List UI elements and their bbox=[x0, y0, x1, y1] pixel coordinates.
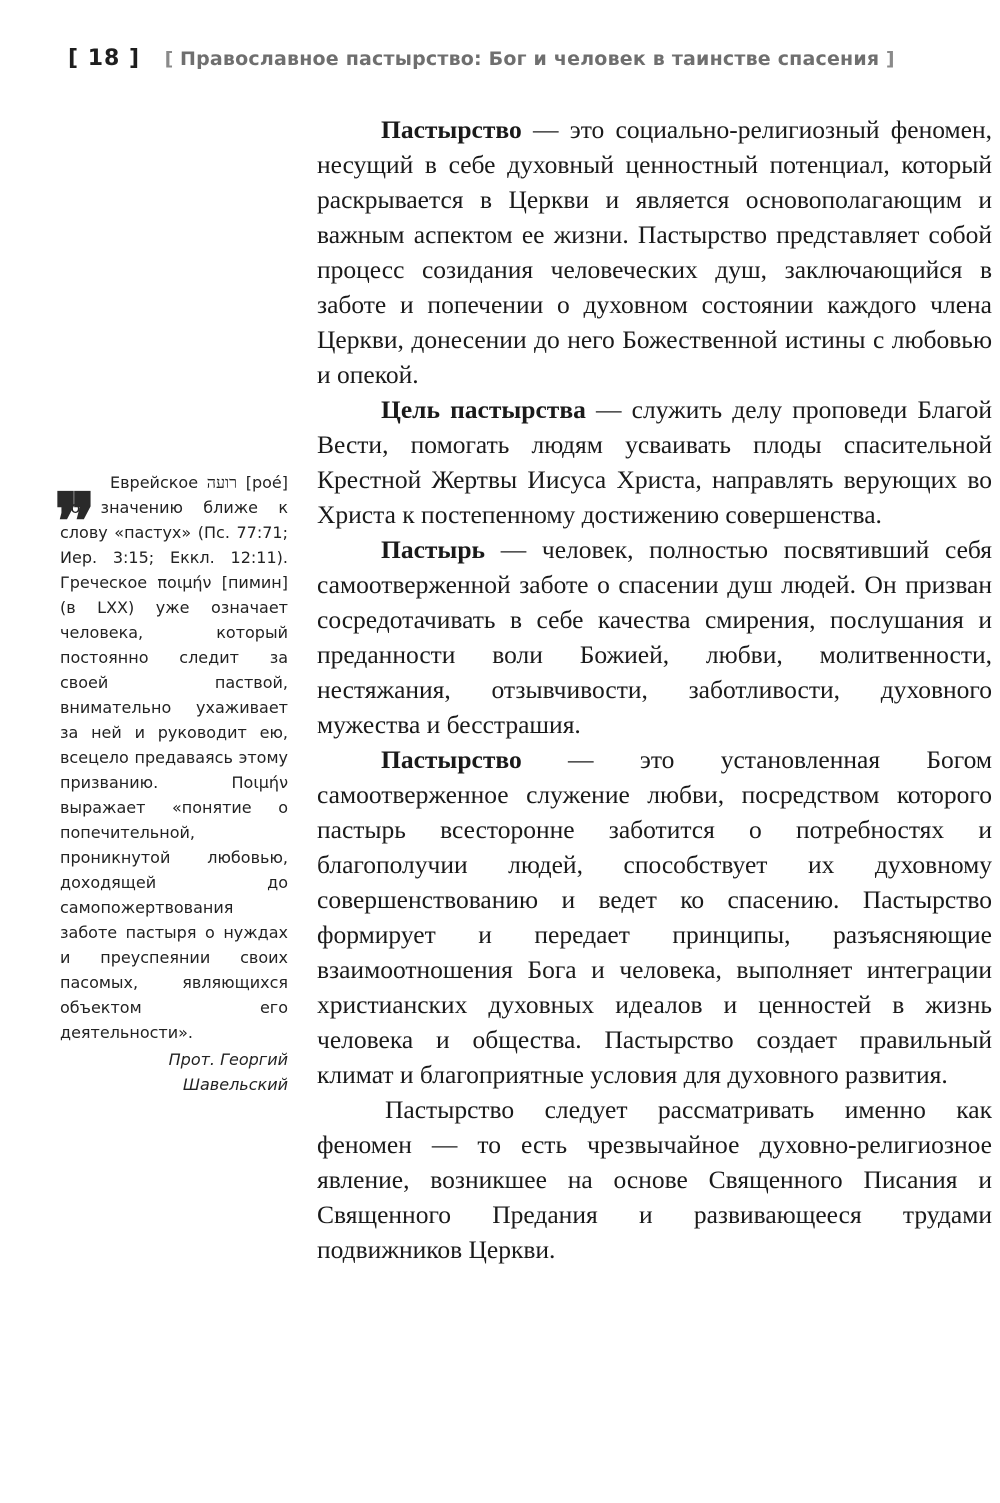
paragraph-4 bbox=[317, 742, 992, 1092]
paragraph-2 bbox=[317, 392, 992, 532]
paragraph-1-text: — это социально-религиозный феномен, несущий в себе духовный ценностный потенциал, который раскрывается в Церкви и является основополагающим и важным аспектом ее жизни. Пастырство представляет собой процесс созидания человеческих душ, заключающийся в заботе и попечении о духовном состоянии каждого члена Церкви, донесении до него Божественной истины с любовью и опекой. bbox=[317, 115, 992, 389]
sidebar-body: [роé] по значению ближе к слову «пастух» (Пс. 77:71; Иер. 3:15; Еккл. 12:11). Греческое ποιμήν [пимин] (в LXX) уже означает человека, который постоянно следит за своей паствой, внимательно ухаживает за ней и руководит ею, всецело предаваясь этому призванию. Ποιμήν выражает «понятие о попечительной, проникнутой любовью, доходящей до самопожертвования заботе пастыря о нуждах и преуспеянии своих пасомых, являющихся объектом его деятельности». bbox=[60, 473, 288, 1042]
term-pastyr: Пастырь bbox=[381, 535, 486, 564]
paragraph-5: Пастырство следует рассматривать именно как феномен — то есть чрезвычайное духовно-религиозное явление, возникшее на основе Священного Писания и Священного Предания и развивающееся трудами подвижников Церкви. bbox=[317, 1095, 992, 1264]
hebrew-word: רועה bbox=[206, 473, 237, 492]
sidebar-lead-word: Еврейское bbox=[110, 473, 199, 492]
quote-mark-icon: ❞ bbox=[54, 477, 96, 568]
sidebar-quote bbox=[54, 470, 288, 1097]
quote-attribution bbox=[60, 1047, 288, 1097]
paragraph-2-text: — служить делу проповеди Благой Вести, помогать людям усваивать плоды спасительной Крестной Жертвы Иисуса Христа, направлять верующих во Христа к постепенному достижению совершенства. bbox=[317, 395, 992, 529]
paragraph-4-text: — это установленная Богом самоотверженное служение любви, посредством которого пастырь всесторонне заботится о потребностях и благополучии людей, способствует их духовному совершенствованию и ведет ко спасению. Пастырство формирует и передает принципы, разъясняющие взаимоотношения Бога и человека, выполняет интеграции христианских духовных идеалов и ценностей в жизнь человека и общества. Пастырство создает правильный климат и благоприятные условия для духовного развития. bbox=[317, 745, 992, 1089]
page-number: [ 18 ] bbox=[68, 46, 141, 71]
term-goal: Цель пастырства bbox=[381, 395, 586, 424]
attribution-line-1: Прот. Георгий bbox=[168, 1050, 288, 1069]
term-pastyrstvo: Пастырство bbox=[381, 115, 522, 144]
paragraph-3-text: — человек, полностью посвятивший себя самоотверженной заботе о спасении душ людей. Он призван сосредотачивать в себе качества смирения, послушания и преданности воли Божией, любви, молитвенности, нестяжания, отзывчивости, заботливости, духовного мужества и бесстрашия. bbox=[317, 535, 992, 739]
paragraph-1 bbox=[317, 112, 992, 392]
paragraph-3 bbox=[317, 532, 992, 742]
main-text bbox=[317, 112, 992, 1267]
attribution-line-2: Шавельский bbox=[182, 1075, 288, 1094]
header-bracket-close: ] bbox=[885, 48, 895, 70]
running-title: Православное пастырство: Бог и человек в таинстве спасения bbox=[179, 48, 880, 70]
term-pastyrstvo-2: Пастырство bbox=[381, 745, 522, 774]
running-head bbox=[68, 46, 895, 71]
header-bracket-open: [ bbox=[164, 48, 174, 70]
